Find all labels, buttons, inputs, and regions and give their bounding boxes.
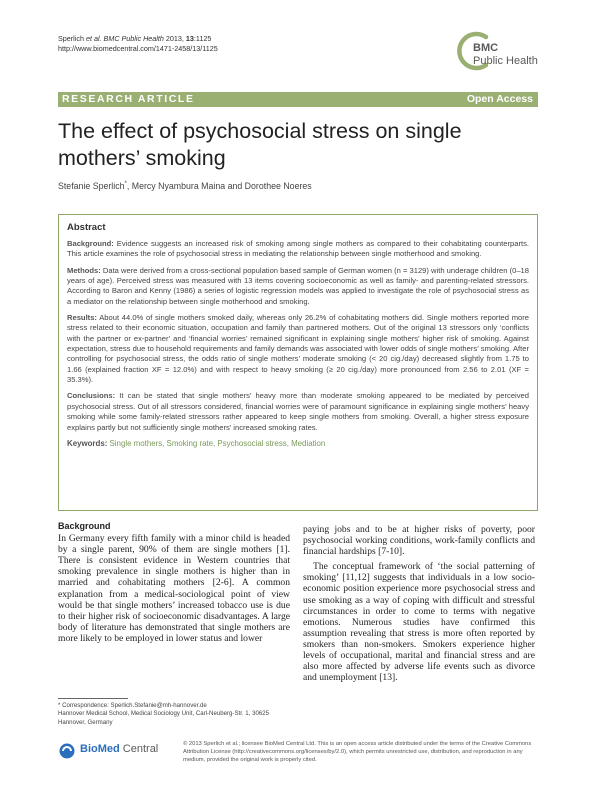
citation-line: Sperlich et al. BMC Public Health 2013, 13:1125 [58, 34, 212, 43]
biomed-central-icon [58, 742, 78, 760]
body-column-right [303, 524, 535, 683]
author-corresponding[interactable]: Stefanie Sperlich [58, 181, 125, 191]
body-column-left [58, 521, 290, 644]
correspondence-mark: * [124, 181, 127, 188]
section-heading-background: Background [58, 521, 111, 531]
abstract-heading: Abstract [67, 222, 106, 233]
article-url[interactable]: http://www.biomedcentral.com/1471-2458/13/1125 [58, 44, 218, 53]
publisher-name: BioMed Central [80, 743, 159, 755]
article-type-bar [58, 92, 538, 107]
license-text: © 2013 Sperlich et al.; licensee BioMed Central Ltd. This is an open access article distributed under the terms of the Creative Commons Attribution License (http://creativecommons.org/licenses/by/2.0), which permits unrestricted use, distribution, and reproduction in any medium, provided the original work is properly cited. [183, 741, 532, 764]
journal-logo [456, 31, 548, 73]
body-paragraph: paying jobs and to be at higher risks of poverty, poor psychosocial working conditions, work-family conflicts and financial hardships [7-10]. [303, 524, 535, 558]
article-type-label: RESEARCH ARTICLE [62, 93, 195, 105]
footnote-divider [58, 698, 128, 699]
body-paragraph: The conceptual framework of ‘the social patterning of smoking’ [11,12] suggests that individuals in a low socio-economic position experience more psychosocial stress and use smoking as a way of coping with difficult and stressful circumstances in order to come to terms with negative emotions. Numerous studies have confirmed this assumption revealing that stress is more often reported by smokers than non-smokers. Smokers experience higher levels of occupational, marital and financial stress and are also more affected by adverse life events such as divorce and unemployment [13]. [303, 561, 535, 684]
abstract-background: Background: Evidence suggests an increased risk of smoking among single mothers as compared to their cohabitating counterparts. This article examines the role of psychosocial stress in mediating the relationship between single motherhood and smoking. [67, 239, 529, 259]
abstract-conclusions: Conclusions: It can be stated that single mothers’ heavy more than moderate smoking appeared to be mediated by perceived psychosocial stress. Out of all stressors considered, financial worries were of paramount significance in explaining single mothers’ heavy smoking while some family-related stressors rather appeared to keep single mothers from smoking. Overall, a higher stress exposure explains partly but not sufficiently single mothers’ increased smoking rates. [67, 391, 529, 432]
keywords: Keywords: Single mothers, Smoking rate, Psychosocial stress, Mediation [67, 438, 326, 448]
abstract-results: Results: About 44.0% of single mothers smoked daily, whereas only 26.2% of cohabitating mothers did. Single mothers reported more stress related to their economic situation, occupation and family than partnered mothers. Out of the original 13 stressors only ‘conflicts with the partner or ex-partner’ and ‘financial worries’ remained significant in explaining single mothers’ higher risk of smoking. Against expectation, stress due to household requirements and family demands was associated with lower odds of single mothers’ smoking. After controlling for psychosocial stress, the odds ratio of single mothers’ moderate smoking (< 20 cig./day) decreased slightly from 1.75 to 1.66 (explained fraction XF = 12.0%) and with respect to heavy smoking (≥ 20 cig./day) more pronounced from 2.56 to 2.01 (XF = 35.3%). [67, 313, 529, 385]
correspondence-note: * Correspondence: Sperlich.Stefanie@mh-hannover.de [58, 702, 207, 709]
article-title: The effect of psychosocial stress on single mothers’ smoking [58, 119, 462, 170]
abstract-box [58, 214, 538, 511]
publisher-logo [58, 742, 173, 760]
citation-header [58, 34, 218, 54]
journal-logo-line2: Public Health [473, 55, 538, 67]
footnote [58, 702, 290, 727]
abstract-methods: Methods: Data were derived from a cross-sectional population based sample of German women (n = 3129) with underage children (0–18 years of age). Perceived stress was measured with 13 items covering socioeconomic as well as family- and parenting-related stressors. According to Baron and Kenny (1986) a series of logistic regression models was applied to investigate the role of psychosocial stress as a mediator on the relationship between single motherhood and smoking. [67, 265, 529, 306]
body-paragraph: In Germany every fifth family with a minor child is headed by a single parent, 90% of them are single mothers [1]. There is consistent evidence in Western countries that smoking prevalence in single mothers is higher than in married and cohabitating mothers [2-6]. A common explanation from a medical-sociological point of view would be that single mothers’ increased tobacco use is due to their higher risk of socioeconomic disadvantages. A large body of literature has demonstrated that single mothers are more likely to be employed in lower status and lower [58, 533, 290, 644]
author-list [58, 181, 312, 191]
open-access-label: Open Access [466, 93, 533, 105]
author-rest: , Mercy Nyambura Maina and Dorothee Noeres [126, 181, 312, 191]
journal-logo-line1: BMC [473, 42, 499, 54]
affiliation-note: Hannover Medical School, Medical Sociology Unit, Carl-Neuberg-Str. 1, 30625 Hannover, Germany [58, 710, 270, 726]
